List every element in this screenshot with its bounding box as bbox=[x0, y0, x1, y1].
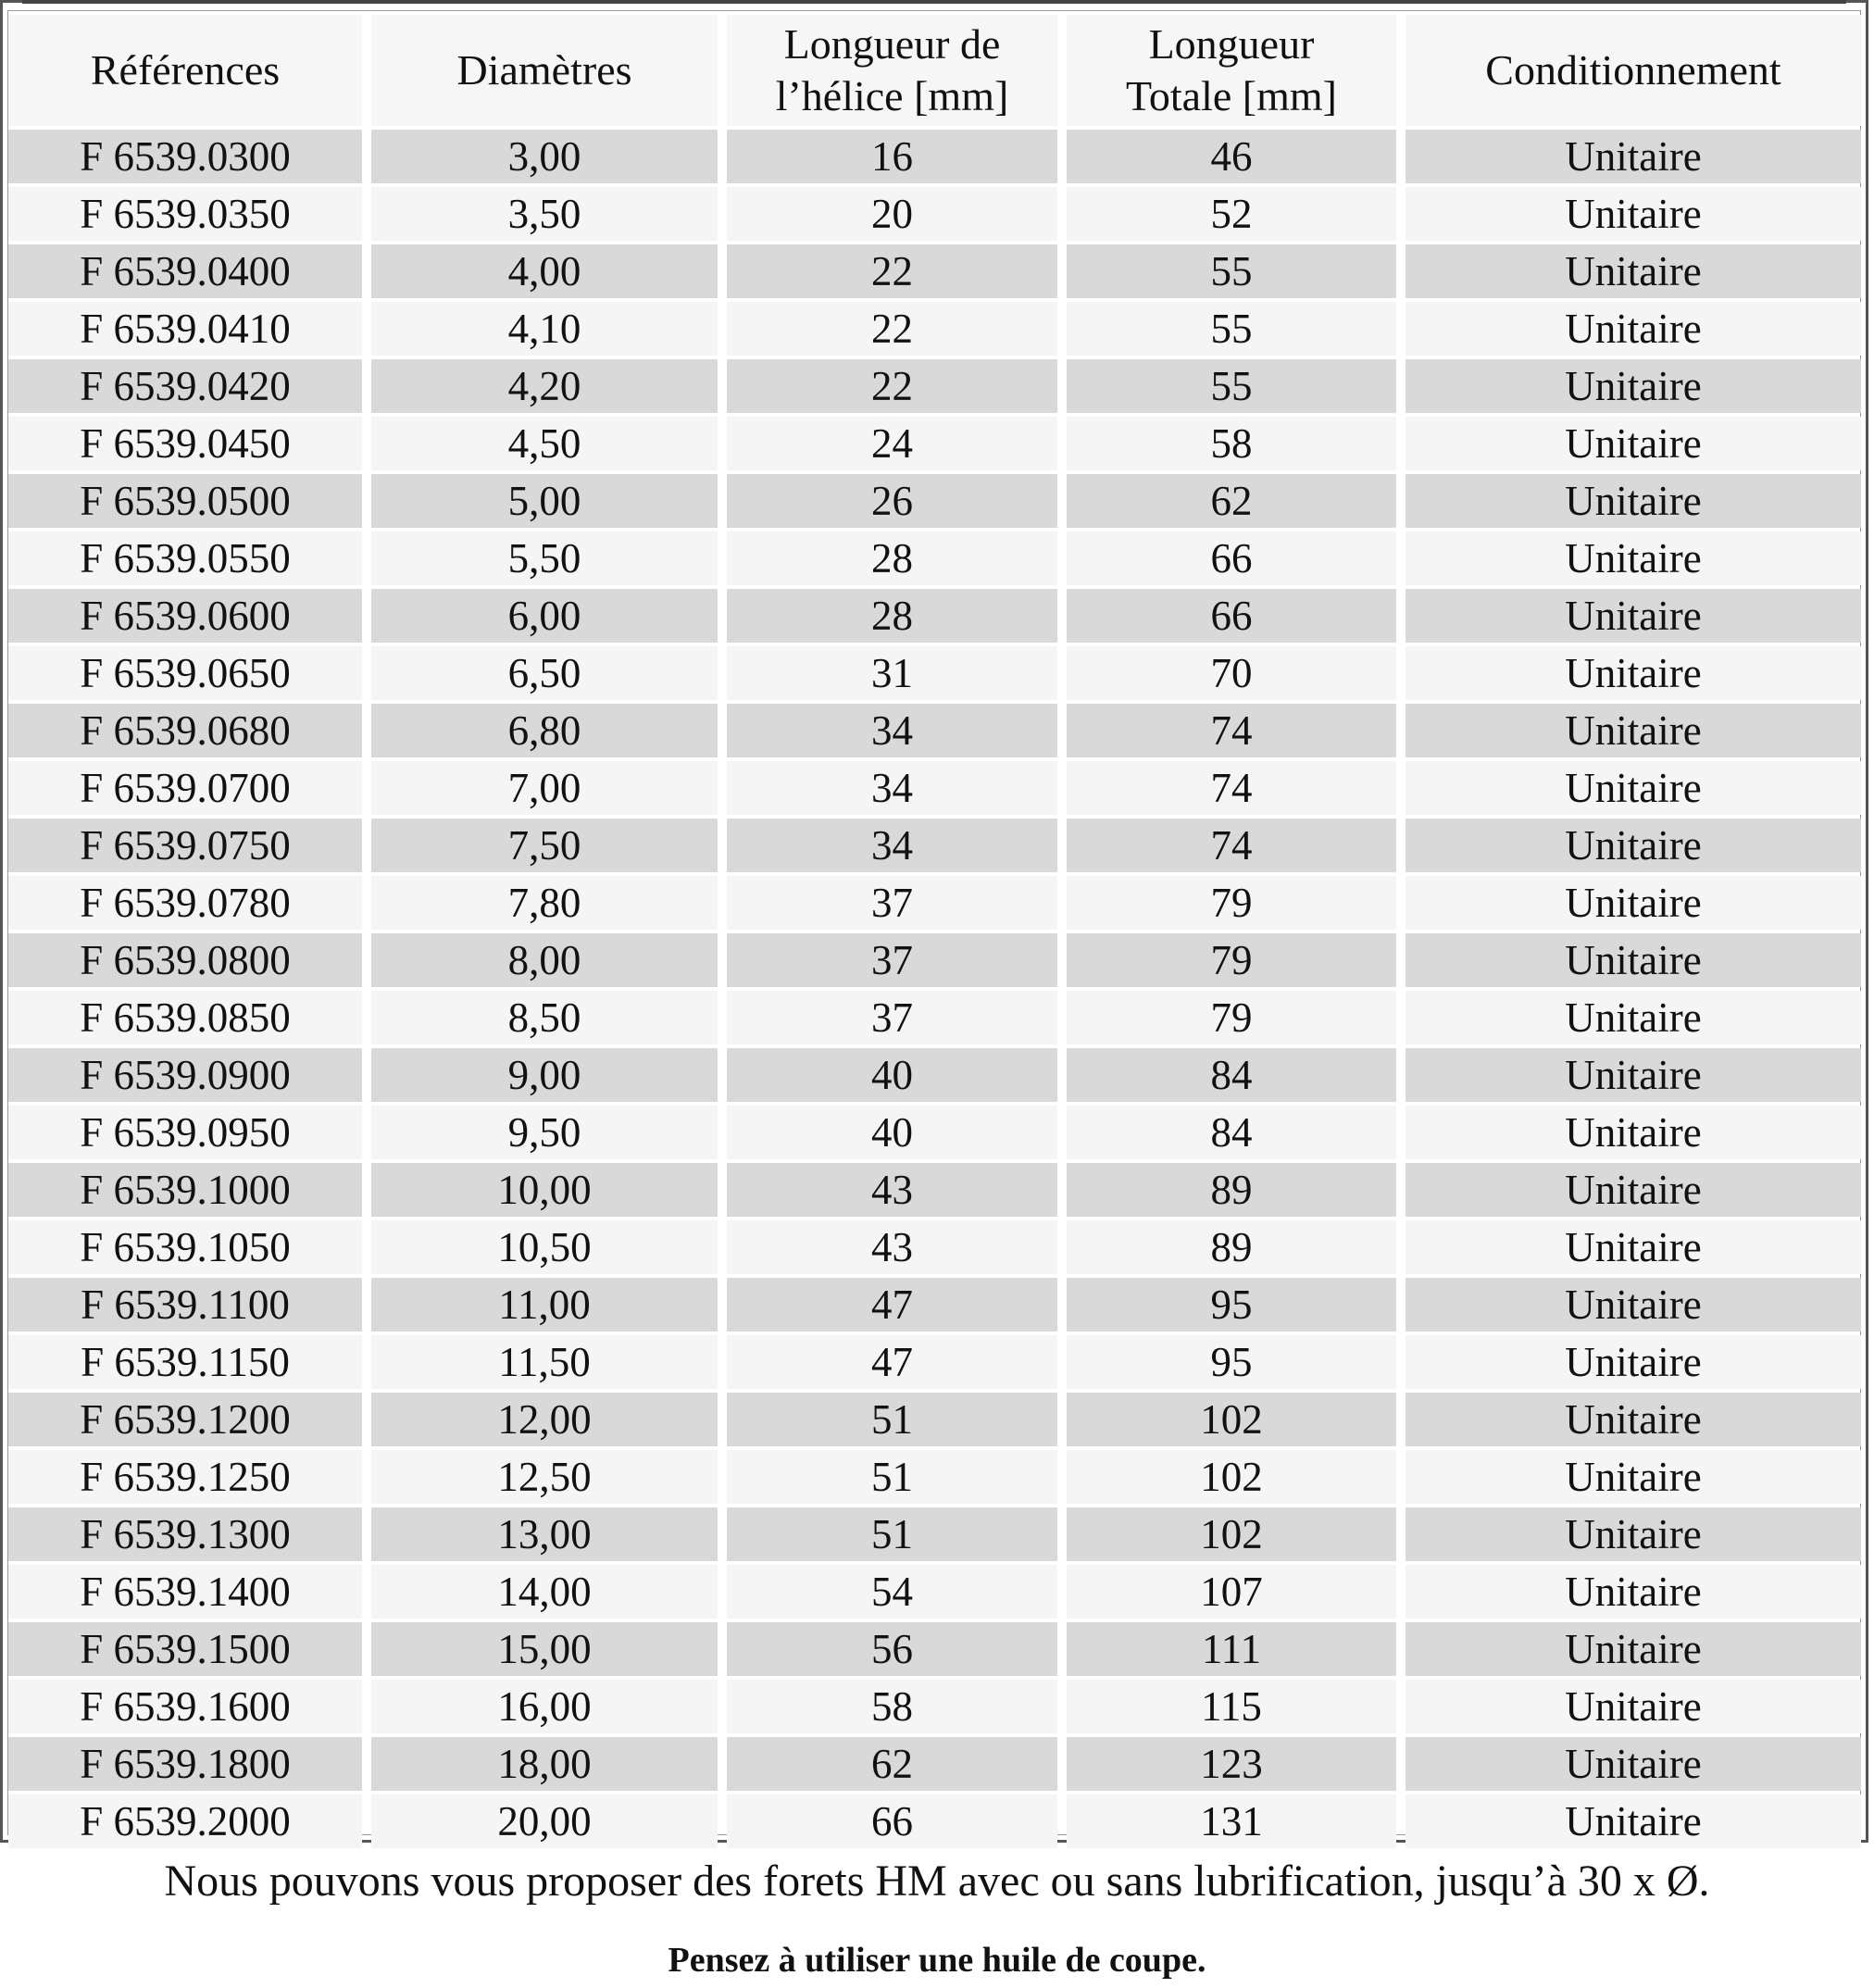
table-row bbox=[8, 1163, 1861, 1217]
total-length-cell: 66 bbox=[1067, 589, 1396, 643]
total-length-cell: 74 bbox=[1067, 761, 1396, 815]
header-helix-length bbox=[727, 15, 1057, 126]
packaging-cell: Unitaire bbox=[1406, 302, 1861, 356]
reference-cell: F 6539.0300 bbox=[8, 130, 362, 183]
helix-length-cell: 47 bbox=[727, 1278, 1057, 1332]
reference-cell: F 6539.0350 bbox=[8, 187, 362, 241]
table-row bbox=[8, 1220, 1861, 1274]
diameter-cell: 12,00 bbox=[371, 1393, 718, 1446]
total-length-cell: 111 bbox=[1067, 1622, 1396, 1676]
packaging-cell: Unitaire bbox=[1406, 1393, 1861, 1446]
reference-cell: F 6539.1200 bbox=[8, 1393, 362, 1446]
diameter-cell: 4,00 bbox=[371, 244, 718, 298]
total-length-cell: 102 bbox=[1067, 1450, 1396, 1504]
header-text-line: Références bbox=[90, 46, 281, 94]
table-body bbox=[8, 130, 1861, 1848]
table-row bbox=[8, 1507, 1861, 1561]
table-row bbox=[8, 876, 1861, 930]
packaging-cell: Unitaire bbox=[1406, 1565, 1861, 1619]
reference-cell: F 6539.1100 bbox=[8, 1278, 362, 1332]
total-length-cell: 123 bbox=[1067, 1737, 1396, 1791]
total-length-cell: 102 bbox=[1067, 1393, 1396, 1446]
total-length-cell: 52 bbox=[1067, 187, 1396, 241]
helix-length-cell: 37 bbox=[727, 933, 1057, 987]
reference-cell: F 6539.1000 bbox=[8, 1163, 362, 1217]
diameter-cell: 9,50 bbox=[371, 1106, 718, 1159]
table-row bbox=[8, 1335, 1861, 1389]
reference-cell: F 6539.0400 bbox=[8, 244, 362, 298]
packaging-cell: Unitaire bbox=[1406, 187, 1861, 241]
table-row bbox=[8, 1737, 1861, 1791]
packaging-cell: Unitaire bbox=[1406, 1220, 1861, 1274]
total-length-cell: 58 bbox=[1067, 417, 1396, 470]
total-length-cell: 74 bbox=[1067, 819, 1396, 872]
table-row bbox=[8, 819, 1861, 872]
reference-cell: F 6539.2000 bbox=[8, 1794, 362, 1848]
table-row bbox=[8, 1106, 1861, 1159]
table-row bbox=[8, 646, 1861, 700]
helix-length-cell: 26 bbox=[727, 474, 1057, 528]
diameter-cell: 15,00 bbox=[371, 1622, 718, 1676]
diameter-cell: 4,50 bbox=[371, 417, 718, 470]
reference-cell: F 6539.0600 bbox=[8, 589, 362, 643]
table-header-row bbox=[8, 15, 1861, 126]
packaging-cell: Unitaire bbox=[1406, 359, 1861, 413]
header-text-line: Longueur bbox=[1148, 20, 1315, 68]
helix-length-cell: 43 bbox=[727, 1163, 1057, 1217]
header-total-length bbox=[1067, 15, 1396, 126]
packaging-cell: Unitaire bbox=[1406, 1106, 1861, 1159]
helix-length-cell: 43 bbox=[727, 1220, 1057, 1274]
helix-length-cell: 51 bbox=[727, 1393, 1057, 1446]
reference-cell: F 6539.0410 bbox=[8, 302, 362, 356]
diameter-cell: 7,80 bbox=[371, 876, 718, 930]
reference-cell: F 6539.1300 bbox=[8, 1507, 362, 1561]
packaging-cell: Unitaire bbox=[1406, 933, 1861, 987]
reference-cell: F 6539.0950 bbox=[8, 1106, 362, 1159]
table-row bbox=[8, 1565, 1861, 1619]
packaging-cell: Unitaire bbox=[1406, 417, 1861, 470]
table-row bbox=[8, 474, 1861, 528]
reference-cell: F 6539.1500 bbox=[8, 1622, 362, 1676]
packaging-cell: Unitaire bbox=[1406, 531, 1861, 585]
total-length-cell: 55 bbox=[1067, 359, 1396, 413]
reference-cell: F 6539.0500 bbox=[8, 474, 362, 528]
header-text-line: Longueur de bbox=[783, 20, 1001, 68]
drill-reference-table bbox=[0, 11, 1870, 1852]
table-row bbox=[8, 761, 1861, 815]
helix-length-cell: 22 bbox=[727, 359, 1057, 413]
reference-cell: F 6539.0900 bbox=[8, 1048, 362, 1102]
helix-length-cell: 28 bbox=[727, 531, 1057, 585]
helix-length-cell: 28 bbox=[727, 589, 1057, 643]
reference-cell: F 6539.0750 bbox=[8, 819, 362, 872]
packaging-cell: Unitaire bbox=[1406, 876, 1861, 930]
packaging-cell: Unitaire bbox=[1406, 474, 1861, 528]
reference-cell: F 6539.0800 bbox=[8, 933, 362, 987]
total-length-cell: 84 bbox=[1067, 1048, 1396, 1102]
total-length-cell: 95 bbox=[1067, 1335, 1396, 1389]
total-length-cell: 79 bbox=[1067, 876, 1396, 930]
diameter-cell: 13,00 bbox=[371, 1507, 718, 1561]
packaging-cell: Unitaire bbox=[1406, 1163, 1861, 1217]
packaging-cell: Unitaire bbox=[1406, 704, 1861, 757]
reference-cell: F 6539.0700 bbox=[8, 761, 362, 815]
total-length-cell: 74 bbox=[1067, 704, 1396, 757]
helix-length-cell: 51 bbox=[727, 1507, 1057, 1561]
helix-length-cell: 22 bbox=[727, 244, 1057, 298]
total-length-cell: 79 bbox=[1067, 991, 1396, 1044]
diameter-cell: 10,00 bbox=[371, 1163, 718, 1217]
diameter-cell: 7,00 bbox=[371, 761, 718, 815]
total-length-cell: 62 bbox=[1067, 474, 1396, 528]
packaging-cell: Unitaire bbox=[1406, 991, 1861, 1044]
header-text-line: Diamètres bbox=[456, 46, 632, 94]
total-length-cell: 66 bbox=[1067, 531, 1396, 585]
helix-length-cell: 66 bbox=[727, 1794, 1057, 1848]
total-length-cell: 89 bbox=[1067, 1163, 1396, 1217]
diameter-cell: 6,80 bbox=[371, 704, 718, 757]
table-row bbox=[8, 1393, 1861, 1446]
diameter-cell: 14,00 bbox=[371, 1565, 718, 1619]
total-length-cell: 115 bbox=[1067, 1680, 1396, 1733]
diameter-cell: 9,00 bbox=[371, 1048, 718, 1102]
helix-length-cell: 20 bbox=[727, 187, 1057, 241]
helix-length-cell: 62 bbox=[727, 1737, 1057, 1791]
total-length-cell: 70 bbox=[1067, 646, 1396, 700]
table-row bbox=[8, 1450, 1861, 1504]
table-row bbox=[8, 244, 1861, 298]
header-text-line: Totale [mm] bbox=[1126, 72, 1337, 119]
table-row bbox=[8, 359, 1861, 413]
packaging-cell: Unitaire bbox=[1406, 1278, 1861, 1332]
packaging-cell: Unitaire bbox=[1406, 1794, 1861, 1848]
helix-length-cell: 51 bbox=[727, 1450, 1057, 1504]
header-references bbox=[8, 15, 362, 126]
diameter-cell: 16,00 bbox=[371, 1680, 718, 1733]
packaging-cell: Unitaire bbox=[1406, 1335, 1861, 1389]
table-row bbox=[8, 589, 1861, 643]
table-row bbox=[8, 187, 1861, 241]
helix-length-cell: 37 bbox=[727, 876, 1057, 930]
total-length-cell: 55 bbox=[1067, 302, 1396, 356]
total-length-cell: 95 bbox=[1067, 1278, 1396, 1332]
helix-length-cell: 40 bbox=[727, 1048, 1057, 1102]
packaging-cell: Unitaire bbox=[1406, 1450, 1861, 1504]
helix-length-cell: 40 bbox=[727, 1106, 1057, 1159]
helix-length-cell: 24 bbox=[727, 417, 1057, 470]
helix-length-cell: 34 bbox=[727, 704, 1057, 757]
table-row bbox=[8, 1622, 1861, 1676]
diameter-cell: 5,50 bbox=[371, 531, 718, 585]
table-row bbox=[8, 1794, 1861, 1848]
reference-cell: F 6539.0850 bbox=[8, 991, 362, 1044]
reference-cell: F 6539.1150 bbox=[8, 1335, 362, 1389]
reference-cell: F 6539.1050 bbox=[8, 1220, 362, 1274]
packaging-cell: Unitaire bbox=[1406, 646, 1861, 700]
helix-length-cell: 37 bbox=[727, 991, 1057, 1044]
packaging-cell: Unitaire bbox=[1406, 1048, 1861, 1102]
table-row bbox=[8, 417, 1861, 470]
diameter-cell: 4,10 bbox=[371, 302, 718, 356]
packaging-cell: Unitaire bbox=[1406, 1737, 1861, 1791]
packaging-cell: Unitaire bbox=[1406, 130, 1861, 183]
helix-length-cell: 58 bbox=[727, 1680, 1057, 1733]
diameter-cell: 5,00 bbox=[371, 474, 718, 528]
diameter-cell: 8,50 bbox=[371, 991, 718, 1044]
helix-length-cell: 47 bbox=[727, 1335, 1057, 1389]
packaging-cell: Unitaire bbox=[1406, 244, 1861, 298]
diameter-cell: 7,50 bbox=[371, 819, 718, 872]
diameter-cell: 11,50 bbox=[371, 1335, 718, 1389]
packaging-cell: Unitaire bbox=[1406, 1622, 1861, 1676]
diameter-cell: 6,00 bbox=[371, 589, 718, 643]
packaging-cell: Unitaire bbox=[1406, 761, 1861, 815]
lubrication-note: Nous pouvons vous proposer des forets HM avec ou sans lubrification, jusqu’à 30 x Ø. bbox=[164, 1857, 1710, 1906]
table-row bbox=[8, 130, 1861, 183]
helix-length-cell: 16 bbox=[727, 130, 1057, 183]
reference-cell: F 6539.0450 bbox=[8, 417, 362, 470]
helix-length-cell: 34 bbox=[727, 819, 1057, 872]
diameter-cell: 12,50 bbox=[371, 1450, 718, 1504]
cutting-oil-note: Pensez à utiliser une huile de coupe. bbox=[668, 1941, 1206, 1980]
packaging-cell: Unitaire bbox=[1406, 1507, 1861, 1561]
reference-cell: F 6539.0680 bbox=[8, 704, 362, 757]
total-length-cell: 89 bbox=[1067, 1220, 1396, 1274]
table-row bbox=[8, 1048, 1861, 1102]
total-length-cell: 46 bbox=[1067, 130, 1396, 183]
packaging-cell: Unitaire bbox=[1406, 1680, 1861, 1733]
table-row bbox=[8, 991, 1861, 1044]
table-row bbox=[8, 1680, 1861, 1733]
total-length-cell: 55 bbox=[1067, 244, 1396, 298]
total-length-cell: 107 bbox=[1067, 1565, 1396, 1619]
table-row bbox=[8, 704, 1861, 757]
header-packaging bbox=[1406, 15, 1861, 126]
diameter-cell: 4,20 bbox=[371, 359, 718, 413]
packaging-cell: Unitaire bbox=[1406, 819, 1861, 872]
header-diameters bbox=[371, 15, 718, 126]
packaging-cell: Unitaire bbox=[1406, 589, 1861, 643]
reference-cell: F 6539.0780 bbox=[8, 876, 362, 930]
header-text-line: l’hélice [mm] bbox=[775, 72, 1009, 119]
total-length-cell: 84 bbox=[1067, 1106, 1396, 1159]
reference-cell: F 6539.1600 bbox=[8, 1680, 362, 1733]
diameter-cell: 8,00 bbox=[371, 933, 718, 987]
diameter-cell: 10,50 bbox=[371, 1220, 718, 1274]
helix-length-cell: 54 bbox=[727, 1565, 1057, 1619]
diameter-cell: 18,00 bbox=[371, 1737, 718, 1791]
helix-length-cell: 22 bbox=[727, 302, 1057, 356]
table-row bbox=[8, 302, 1861, 356]
diameter-cell: 6,50 bbox=[371, 646, 718, 700]
table-row bbox=[8, 1278, 1861, 1332]
header-text-line: Conditionnement bbox=[1485, 46, 1781, 94]
diameter-cell: 20,00 bbox=[371, 1794, 718, 1848]
total-length-cell: 79 bbox=[1067, 933, 1396, 987]
total-length-cell: 102 bbox=[1067, 1507, 1396, 1561]
table-row bbox=[8, 531, 1861, 585]
reference-cell: F 6539.0650 bbox=[8, 646, 362, 700]
diameter-cell: 3,00 bbox=[371, 130, 718, 183]
diameter-cell: 11,00 bbox=[371, 1278, 718, 1332]
top-rule bbox=[22, 0, 1846, 4]
helix-length-cell: 31 bbox=[727, 646, 1057, 700]
reference-cell: F 6539.1800 bbox=[8, 1737, 362, 1791]
diameter-cell: 3,50 bbox=[371, 187, 718, 241]
reference-cell: F 6539.1400 bbox=[8, 1565, 362, 1619]
helix-length-cell: 34 bbox=[727, 761, 1057, 815]
reference-cell: F 6539.0550 bbox=[8, 531, 362, 585]
total-length-cell: 131 bbox=[1067, 1794, 1396, 1848]
table-row bbox=[8, 933, 1861, 987]
helix-length-cell: 56 bbox=[727, 1622, 1057, 1676]
reference-cell: F 6539.0420 bbox=[8, 359, 362, 413]
reference-cell: F 6539.1250 bbox=[8, 1450, 362, 1504]
table-header bbox=[8, 15, 1861, 126]
